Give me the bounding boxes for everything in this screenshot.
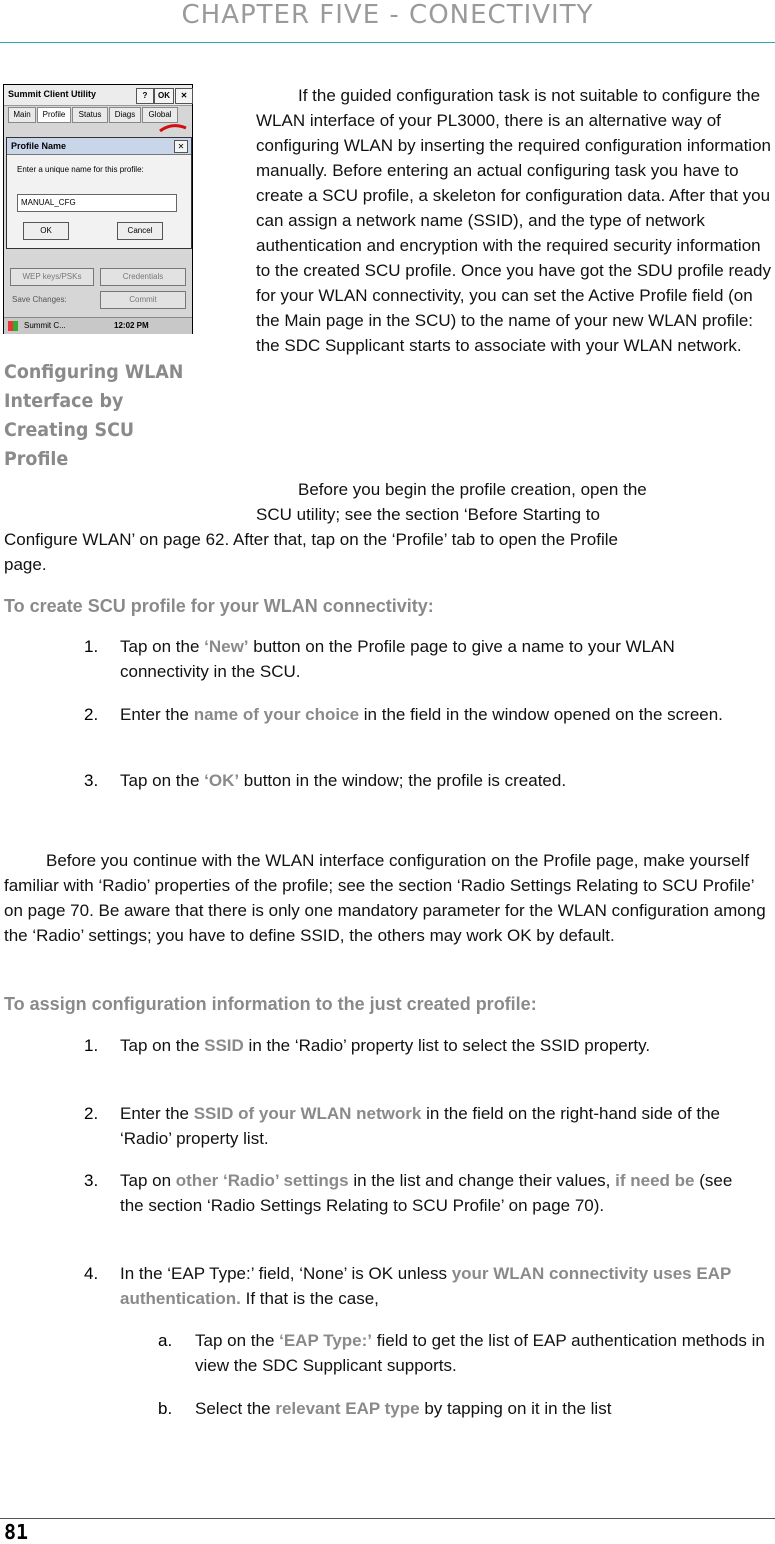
tab-status: Status [72,107,108,123]
tab-diags: Diags [109,107,141,123]
substep-b-text: Select the relevant EAP type by tapping on it in the list [195,1399,612,1418]
credentials-button: Credentials [100,268,186,286]
step-number: 3. [84,1171,99,1190]
wep-keys-button: WEP keys/PSKs [10,268,94,286]
taskbar [4,317,192,334]
assign-step-1-text: Tap on the SSID in the ‘Radio’ property list to select the SSID property. [120,1036,651,1055]
footer-divider [0,1518,775,1519]
header-divider [0,42,775,43]
section-sidebar-title: Configuring WLAN Interface by Creating SCU Profile [4,361,184,470]
substep-letter: a. [158,1331,173,1350]
section-heading-create-profile: To create SCU profile for your WLAN connectivity: [4,596,434,616]
screenshot-titlebar [4,85,192,106]
substep-letter: b. [158,1399,173,1418]
dialog-close-icon: ✕ [174,140,188,153]
taskbar-time: 12:02 PM [114,321,149,330]
intro-paragraph-2-line4: page. [4,555,47,574]
profile-name-input: MANUAL_CFG [17,194,177,212]
intro-paragraph-2-line1: Before you begin the profile creation, open the [298,480,647,499]
tab-profile: Profile [37,107,71,123]
step-number: 1. [84,1036,99,1055]
commit-button: Commit [100,291,186,309]
dialog-title: Profile Name [7,138,191,155]
step-1-text: Tap on the ‘New’ button on the Profile page to give a name to your WLAN connectivity in the SCU. [120,637,675,681]
radio-properties-paragraph: Before you continue with the WLAN interface configuration on the Profile page, make yourself familiar with ‘Radio’ properties of the profile; see the section ‘Radio Settings Relating to SCU Profile’ on page 70. Be aware that there is only one mandatory parameter for the WLAN configuration among the ‘Radio’ settings; you have to define SSID, the others may work OK by default. [4,851,766,945]
dialog-ok-button: OK [23,222,69,240]
assign-step-3-text: Tap on other ‘Radio’ settings in the list and change their values, if need be (see the section ‘Radio Settings Relating to SCU Profile’ on page 70). [120,1171,733,1215]
step-number: 2. [84,705,99,724]
dialog-prompt: Enter a unique name for this profile: [17,165,144,174]
substep-a-text: Tap on the ‘EAP Type:’ field to get the list of EAP authentication methods in view the SDC Supplicant supports. [195,1331,765,1375]
step-number: 2. [84,1104,99,1123]
dialog-cancel-button: Cancel [117,222,163,240]
red-arrow-icon [158,122,188,132]
start-icon [8,321,18,331]
intro-paragraph-2-line2: SCU utility; see the section ‘Before Starting to [256,505,600,524]
help-button: ? [136,88,154,104]
app-title: Summit Client Utility [8,89,97,99]
close-icon: ✕ [175,88,193,104]
tab-main: Main [8,107,36,123]
save-changes-label: Save Changes: [12,295,67,304]
assign-step-4-text: In the ‘EAP Type:’ field, ‘None’ is OK unless your WLAN connectivity uses EAP authentication. If that is the case, [120,1264,731,1308]
intro-paragraph-2-line3: Configure WLAN’ on page 62. After that, tap on the ‘Profile’ tab to open the Profile [4,530,618,549]
tab-global: Global [142,107,178,123]
profile-name-dialog [6,137,192,249]
intro-paragraph: If the guided configuration task is not suitable to configure the WLAN interface of your PL3000, there is an alternative way of configuring WLAN by inserting the required configuration information manually. Before entering an actual configuring task you have to create a SCU profile, a skeleton for configuration data. After that you can assign a network name (SSID), and the type of network authentication and encryption with the required security information to the created SCU profile. Once you have got the SDU profile ready for your WLAN connectivity, you can set the Active Profile field (on the Main page in the SCU) to the name of your new WLAN profile: the SDC Supplicant starts to associate with your WLAN network. [256,86,771,355]
chapter-title: CHAPTER FIVE - CONECTIVITY [181,0,594,30]
assign-step-2-text: Enter the SSID of your WLAN network in the field on the right-hand side of the ‘Radio’ property list. [120,1104,720,1148]
page-number: 81 [4,1520,29,1544]
taskbar-app: Summit C... [24,321,66,330]
step-2-text: Enter the name of your choice in the field in the window opened on the screen. [120,705,723,724]
screenshot-tabs [6,107,190,123]
section-heading-assign-config: To assign configuration information to the just created profile: [4,994,537,1014]
ok-button: OK [154,88,174,104]
step-3-text: Tap on the ‘OK’ button in the window; the profile is created. [120,771,567,790]
step-number: 4. [84,1264,99,1283]
step-number: 3. [84,771,99,790]
step-number: 1. [84,637,99,656]
